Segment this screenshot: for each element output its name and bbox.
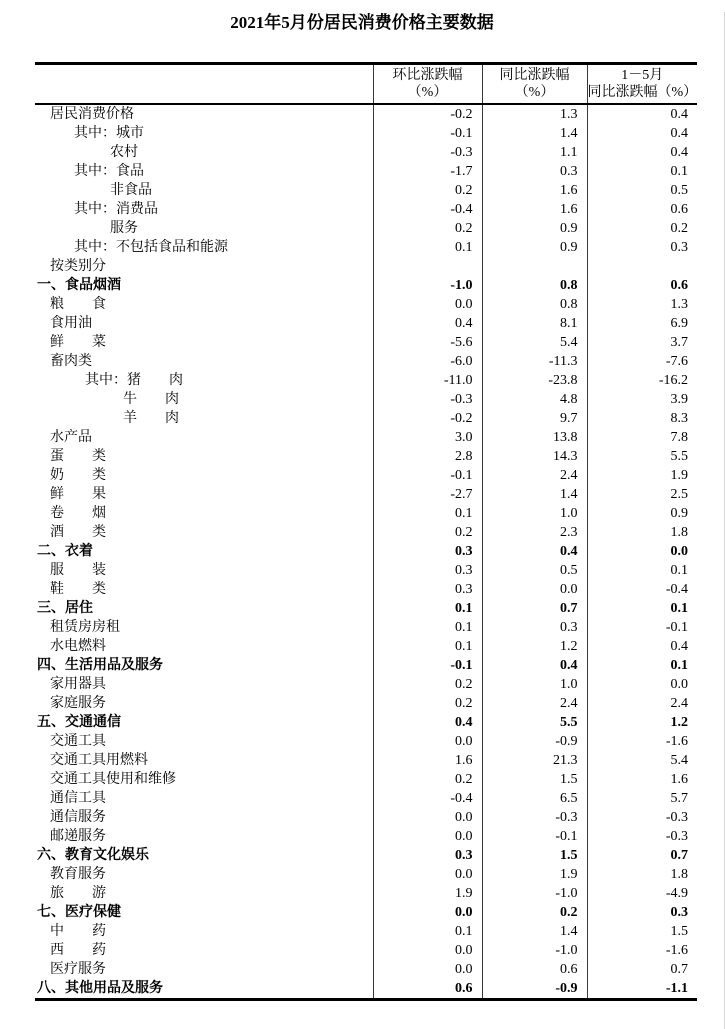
header-cumulative — [587, 64, 697, 105]
cell-yoy-change: -1.0 — [482, 884, 587, 903]
cell-yoy-change: 0.0 — [482, 580, 587, 599]
cell-mom-change: 0.2 — [373, 219, 482, 238]
table-row — [35, 542, 697, 561]
row-label: 通信服务 — [50, 810, 106, 825]
cell-yoy-change: 1.5 — [482, 770, 587, 789]
row-label: 水产品 — [50, 430, 92, 445]
cell-mom-change: -0.3 — [373, 390, 482, 409]
row-label: 农村 — [110, 145, 138, 160]
cell-cumulative-change: 0.4 — [587, 637, 697, 656]
cell-mom-change: 0.0 — [373, 827, 482, 846]
table-row — [35, 960, 697, 979]
cell-cumulative-change: -0.3 — [587, 808, 697, 827]
cell-cumulative-change: -7.6 — [587, 352, 697, 371]
cell-cumulative-change: 0.7 — [587, 846, 697, 865]
table-row — [35, 485, 697, 504]
cell-mom-change: -0.1 — [373, 124, 482, 143]
row-label: 西 药 — [50, 943, 106, 958]
row-label: 按类别分 — [50, 259, 106, 274]
cell-cumulative-change: 0.2 — [587, 219, 697, 238]
row-label: 家庭服务 — [50, 696, 106, 711]
row-label: 邮递服务 — [50, 829, 106, 844]
cell-yoy-change: 2.4 — [482, 466, 587, 485]
cell-cumulative-change: 0.1 — [587, 599, 697, 618]
cell-yoy-change: 0.7 — [482, 599, 587, 618]
row-label: 其中：食品 — [74, 164, 144, 179]
cell-cumulative-change: 2.5 — [587, 485, 697, 504]
table-row — [35, 504, 697, 523]
row-label: 二、衣着 — [37, 544, 93, 559]
cell-mom-change: 0.3 — [373, 580, 482, 599]
row-label: 交通工具使用和维修 — [50, 772, 176, 787]
row-label: 服务 — [110, 221, 138, 236]
header-cumulative-line2: 同比涨跌幅（%） — [587, 85, 698, 100]
table-row — [35, 352, 697, 371]
row-label: 家用器具 — [50, 677, 106, 692]
cell-mom-change: -2.7 — [373, 485, 482, 504]
cell-yoy-change: 8.1 — [482, 314, 587, 333]
row-label: 四、生活用品及服务 — [37, 658, 163, 673]
cell-cumulative-change: -16.2 — [587, 371, 697, 390]
cell-cumulative-change: 7.8 — [587, 428, 697, 447]
cell-mom-change: 0.3 — [373, 561, 482, 580]
table-row — [35, 941, 697, 960]
cell-yoy-change: 0.2 — [482, 903, 587, 922]
cell-yoy-change: 1.4 — [482, 124, 587, 143]
cell-yoy-change: 1.0 — [482, 675, 587, 694]
table-row — [35, 599, 697, 618]
cell-mom-change: 0.3 — [373, 542, 482, 561]
row-label: 其中：城市 — [74, 126, 144, 141]
cell-cumulative-change: 0.3 — [587, 238, 697, 257]
cell-mom-change: 0.2 — [373, 675, 482, 694]
row-label: 鲜 菜 — [50, 335, 106, 350]
row-label: 牛 肉 — [123, 392, 179, 407]
table-row — [35, 162, 697, 181]
header-mom-line2: （%） — [407, 85, 448, 100]
table-row — [35, 884, 697, 903]
cell-yoy-change: 1.0 — [482, 504, 587, 523]
table-row — [35, 827, 697, 846]
cell-cumulative-change: 1.3 — [587, 295, 697, 314]
row-label: 其中：消费品 — [74, 202, 158, 217]
cell-cumulative-change: 1.6 — [587, 770, 697, 789]
table-row — [35, 922, 697, 941]
table-row — [35, 447, 697, 466]
header-cumulative-line1: 1－5月 — [621, 68, 664, 83]
cell-cumulative-change: 1.5 — [587, 922, 697, 941]
row-label: 鞋 类 — [50, 582, 106, 597]
table-row — [35, 580, 697, 599]
cell-yoy-change: 1.3 — [482, 104, 587, 124]
header-category — [35, 64, 373, 105]
cell-mom-change: 0.1 — [373, 504, 482, 523]
table-row — [35, 333, 697, 352]
cell-yoy-change: 0.6 — [482, 960, 587, 979]
cell-mom-change: -1.0 — [373, 276, 482, 295]
cell-cumulative-change: 0.1 — [587, 162, 697, 181]
row-label: 其中：不包括食品和能源 — [74, 240, 228, 255]
cell-cumulative-change: 0.3 — [587, 903, 697, 922]
cell-cumulative-change: 0.5 — [587, 181, 697, 200]
cell-mom-change: 0.1 — [373, 238, 482, 257]
table-row — [35, 314, 697, 333]
cell-yoy-change: 9.7 — [482, 409, 587, 428]
cell-cumulative-change: 0.9 — [587, 504, 697, 523]
cell-yoy-change: 1.6 — [482, 181, 587, 200]
cell-yoy-change: 1.9 — [482, 865, 587, 884]
cell-cumulative-change: 8.3 — [587, 409, 697, 428]
table-row — [35, 808, 697, 827]
cell-cumulative-change: 0.4 — [587, 143, 697, 162]
cell-cumulative-change: 1.8 — [587, 865, 697, 884]
cell-cumulative-change: 0.1 — [587, 561, 697, 580]
cell-yoy-change: 13.8 — [482, 428, 587, 447]
table-row — [35, 903, 697, 922]
cell-mom-change: 0.0 — [373, 960, 482, 979]
row-label: 羊 肉 — [123, 411, 179, 426]
cell-cumulative-change: -4.9 — [587, 884, 697, 903]
cell-mom-change: -0.1 — [373, 656, 482, 675]
cell-yoy-change: 1.4 — [482, 485, 587, 504]
table-row — [35, 295, 697, 314]
row-label: 六、教育文化娱乐 — [37, 848, 149, 863]
cell-yoy-change: 1.1 — [482, 143, 587, 162]
row-label: 五、交通通信 — [37, 715, 121, 730]
cell-mom-change: -1.7 — [373, 162, 482, 181]
cell-mom-change: 0.0 — [373, 865, 482, 884]
cell-mom-change: 0.0 — [373, 808, 482, 827]
table-row — [35, 865, 697, 884]
cell-yoy-change: 0.8 — [482, 276, 587, 295]
cell-cumulative-change: 0.4 — [587, 104, 697, 124]
cell-mom-change: -0.4 — [373, 200, 482, 219]
cell-cumulative-change: 1.8 — [587, 523, 697, 542]
cell-cumulative-change: 5.4 — [587, 751, 697, 770]
cell-yoy-change: 0.9 — [482, 238, 587, 257]
row-label: 鲜 果 — [50, 487, 106, 502]
table-row — [35, 713, 697, 732]
cell-mom-change: 0.2 — [373, 181, 482, 200]
cell-mom-change: -6.0 — [373, 352, 482, 371]
cell-mom-change: 0.2 — [373, 523, 482, 542]
row-label: 旅 游 — [50, 886, 106, 901]
row-label: 交通工具用燃料 — [50, 753, 148, 768]
cell-yoy-change: 0.5 — [482, 561, 587, 580]
cell-yoy-change: -0.9 — [482, 732, 587, 751]
header-row — [35, 64, 697, 105]
row-label: 交通工具 — [50, 734, 106, 749]
cell-yoy-change: 1.5 — [482, 846, 587, 865]
row-label: 医疗服务 — [50, 962, 106, 977]
table-row — [35, 694, 697, 713]
cell-mom-change: 0.0 — [373, 941, 482, 960]
table-row — [35, 979, 697, 1000]
cell-cumulative-change — [587, 257, 697, 276]
cell-cumulative-change: 1.2 — [587, 713, 697, 732]
table-row — [35, 732, 697, 751]
table-header — [35, 64, 697, 105]
header-yoy — [482, 64, 587, 105]
cell-mom-change: 0.6 — [373, 979, 482, 1000]
cell-mom-change: 0.2 — [373, 694, 482, 713]
table-row — [35, 257, 697, 276]
cell-yoy-change: 1.4 — [482, 922, 587, 941]
header-mom — [373, 64, 482, 105]
cpi-report-page — [0, 12, 725, 1029]
row-label: 八、其他用品及服务 — [37, 981, 163, 996]
cell-yoy-change: -23.8 — [482, 371, 587, 390]
cell-yoy-change: 0.8 — [482, 295, 587, 314]
row-label: 一、食品烟酒 — [37, 278, 121, 293]
cell-mom-change: 1.9 — [373, 884, 482, 903]
row-label: 教育服务 — [50, 867, 106, 882]
row-label: 畜肉类 — [50, 354, 92, 369]
cell-cumulative-change: -1.6 — [587, 941, 697, 960]
cpi-table — [35, 62, 697, 1001]
row-label: 非食品 — [110, 183, 152, 198]
cell-yoy-change — [482, 257, 587, 276]
cell-cumulative-change: 0.7 — [587, 960, 697, 979]
row-label: 蛋 类 — [50, 449, 106, 464]
cell-mom-change: -0.1 — [373, 466, 482, 485]
cell-mom-change: -0.2 — [373, 409, 482, 428]
table-row — [35, 276, 697, 295]
cell-mom-change: 0.1 — [373, 618, 482, 637]
table-row — [35, 371, 697, 390]
cell-mom-change: 0.4 — [373, 314, 482, 333]
table-row — [35, 637, 697, 656]
cell-yoy-change: 2.3 — [482, 523, 587, 542]
header-yoy-line2: （%） — [514, 85, 555, 100]
row-label: 食用油 — [50, 316, 92, 331]
cell-yoy-change: 6.5 — [482, 789, 587, 808]
cell-yoy-change: -0.3 — [482, 808, 587, 827]
cell-cumulative-change: 3.9 — [587, 390, 697, 409]
cell-mom-change: 0.3 — [373, 846, 482, 865]
table-row — [35, 770, 697, 789]
row-label: 三、居住 — [37, 601, 93, 616]
cell-mom-change: 0.0 — [373, 295, 482, 314]
row-label: 卷 烟 — [50, 506, 106, 521]
header-mom-line1: 环比涨跌幅 — [392, 68, 463, 83]
table-row — [35, 751, 697, 770]
cell-cumulative-change: 5.5 — [587, 447, 697, 466]
cell-cumulative-change: -0.4 — [587, 580, 697, 599]
table-row — [35, 846, 697, 865]
table-row — [35, 238, 697, 257]
cell-mom-change: -11.0 — [373, 371, 482, 390]
table-body — [35, 104, 697, 1000]
cell-mom-change: 1.6 — [373, 751, 482, 770]
cell-mom-change: -5.6 — [373, 333, 482, 352]
table-row — [35, 523, 697, 542]
cell-yoy-change: 0.3 — [482, 618, 587, 637]
table-row — [35, 143, 697, 162]
cell-cumulative-change: 3.7 — [587, 333, 697, 352]
row-label: 七、医疗保健 — [37, 905, 121, 920]
cell-yoy-change: 0.4 — [482, 656, 587, 675]
cell-mom-change — [373, 257, 482, 276]
cell-yoy-change: 0.4 — [482, 542, 587, 561]
cell-cumulative-change: 5.7 — [587, 789, 697, 808]
cell-cumulative-change: 0.1 — [587, 656, 697, 675]
table-row — [35, 390, 697, 409]
cell-mom-change: -0.4 — [373, 789, 482, 808]
cell-mom-change: 0.1 — [373, 599, 482, 618]
cell-yoy-change: 2.4 — [482, 694, 587, 713]
table-row — [35, 618, 697, 637]
row-label: 通信工具 — [50, 791, 106, 806]
cell-mom-change: 3.0 — [373, 428, 482, 447]
cell-cumulative-change: 0.6 — [587, 276, 697, 295]
cell-mom-change: 0.2 — [373, 770, 482, 789]
table-row — [35, 181, 697, 200]
table-row — [35, 466, 697, 485]
cell-mom-change: 0.0 — [373, 903, 482, 922]
table-row — [35, 124, 697, 143]
row-label: 粮 食 — [50, 297, 106, 312]
row-label: 居民消费价格 — [50, 107, 134, 122]
header-yoy-line1: 同比涨跌幅 — [499, 68, 570, 83]
cell-yoy-change: 4.8 — [482, 390, 587, 409]
table-row — [35, 200, 697, 219]
row-label: 服 装 — [50, 563, 106, 578]
cell-mom-change: -0.2 — [373, 104, 482, 124]
cell-cumulative-change: 0.0 — [587, 675, 697, 694]
table-row — [35, 675, 697, 694]
row-label: 中 药 — [50, 924, 106, 939]
cell-cumulative-change: 0.0 — [587, 542, 697, 561]
cell-mom-change: -0.3 — [373, 143, 482, 162]
cell-cumulative-change: -1.6 — [587, 732, 697, 751]
row-label: 奶 类 — [50, 468, 106, 483]
cell-mom-change: 0.4 — [373, 713, 482, 732]
cell-yoy-change: 0.9 — [482, 219, 587, 238]
cell-yoy-change: 14.3 — [482, 447, 587, 466]
row-label: 租赁房房租 — [50, 620, 120, 635]
cell-mom-change: 0.1 — [373, 922, 482, 941]
cell-yoy-change: 0.3 — [482, 162, 587, 181]
cell-yoy-change: -0.9 — [482, 979, 587, 1000]
row-label: 水电燃料 — [50, 639, 106, 654]
cell-cumulative-change: 1.9 — [587, 466, 697, 485]
row-label: 其中：猪 肉 — [85, 373, 183, 388]
cell-yoy-change: 1.2 — [482, 637, 587, 656]
cell-cumulative-change: -0.3 — [587, 827, 697, 846]
cell-yoy-change: 5.5 — [482, 713, 587, 732]
cell-yoy-change: 21.3 — [482, 751, 587, 770]
row-label: 酒 类 — [50, 525, 106, 540]
table-row — [35, 428, 697, 447]
cell-mom-change: 2.8 — [373, 447, 482, 466]
page-title: 2021年5月份居民消费价格主要数据 — [230, 13, 494, 32]
table-row — [35, 219, 697, 238]
cell-cumulative-change: -1.1 — [587, 979, 697, 1000]
cell-mom-change: 0.0 — [373, 732, 482, 751]
cell-cumulative-change: -0.1 — [587, 618, 697, 637]
table-row — [35, 409, 697, 428]
table-row — [35, 656, 697, 675]
cell-mom-change: 0.1 — [373, 637, 482, 656]
cell-cumulative-change: 2.4 — [587, 694, 697, 713]
cell-yoy-change: -1.0 — [482, 941, 587, 960]
table-row — [35, 561, 697, 580]
cell-cumulative-change: 6.9 — [587, 314, 697, 333]
table-row — [35, 789, 697, 808]
cell-cumulative-change: 0.6 — [587, 200, 697, 219]
cell-yoy-change: 5.4 — [482, 333, 587, 352]
cell-cumulative-change: 0.4 — [587, 124, 697, 143]
cell-yoy-change: 1.6 — [482, 200, 587, 219]
cell-yoy-change: -0.1 — [482, 827, 587, 846]
cell-yoy-change: -11.3 — [482, 352, 587, 371]
table-row — [35, 104, 697, 124]
